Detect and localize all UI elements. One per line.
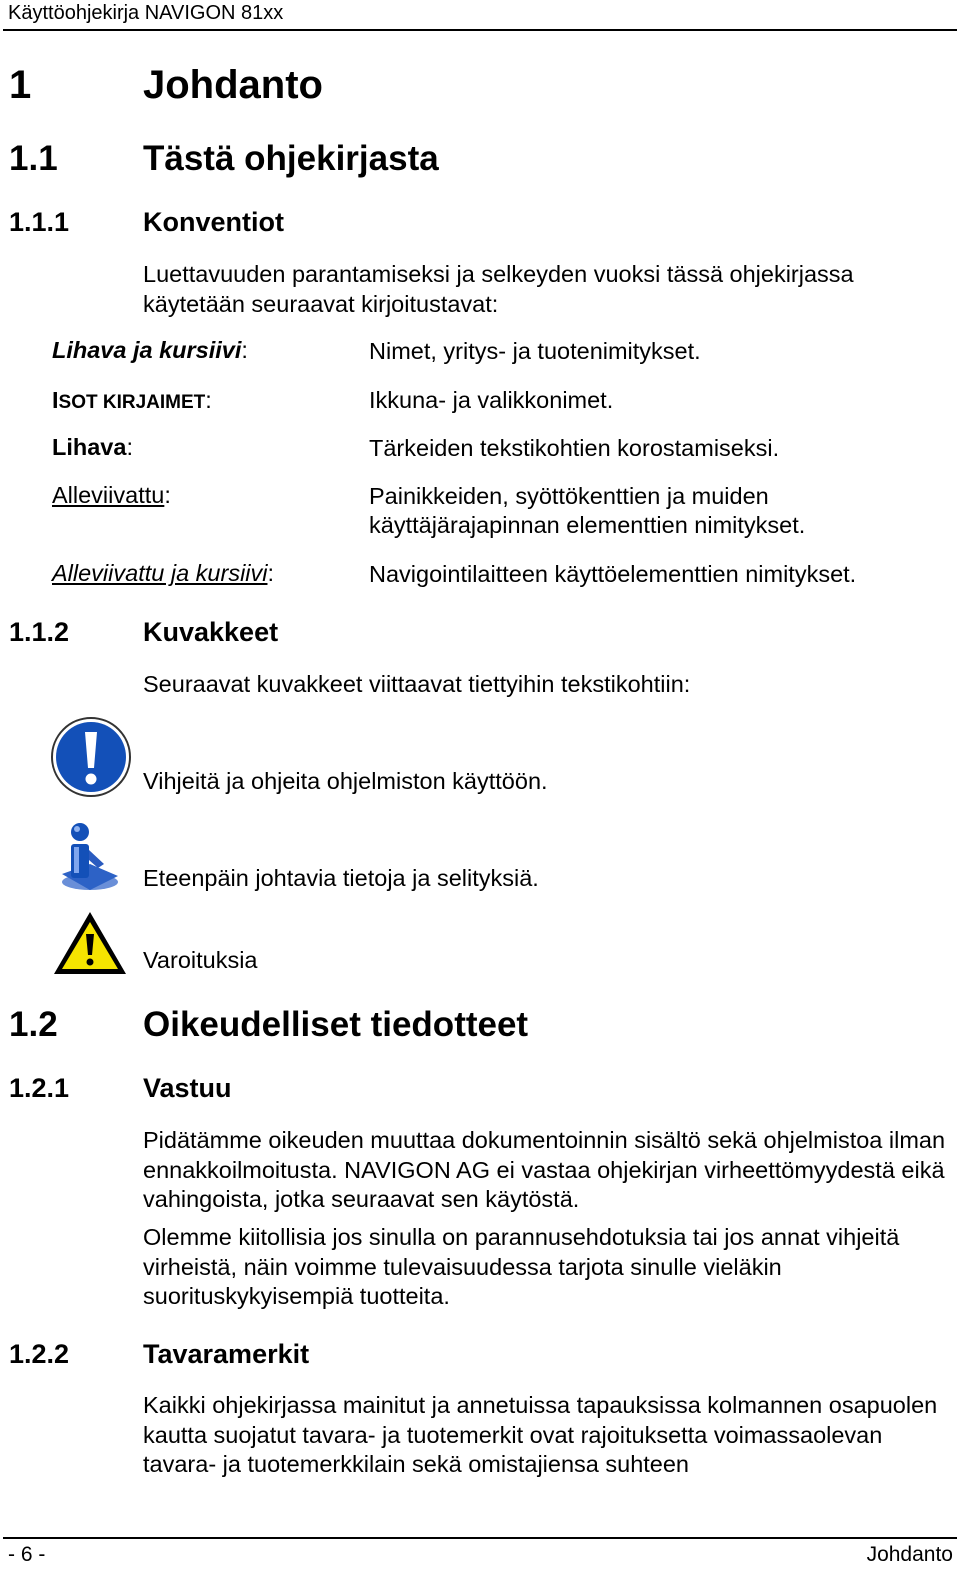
exclamation-icon <box>50 716 132 798</box>
icons-intro: Seuraavat kuvakkeet viittaavat tiettyihin tekstikohtiin: <box>143 671 691 697</box>
feedback-paragraph: Olemme kiitollisia jos sinulla on parannusehdotuksia tai jos annat vihjeitä virheistä, näin voimme tulevaisuudessa tarjota sinulle vieläkin suorituskykyisempiä tuotteita. <box>143 1224 900 1309</box>
subsection-number: 1.1.1 <box>9 207 70 237</box>
running-header: Käyttöohjekirja NAVIGON 81xx <box>8 2 284 24</box>
subsection-title: Kuvakkeet <box>143 617 279 647</box>
convention-term: Alleviivattu: <box>52 482 171 508</box>
subsection-number: 1.2.1 <box>9 1073 70 1103</box>
section-title: Oikeudelliset tiedotteet <box>143 1005 529 1044</box>
footer-rule <box>3 1537 957 1539</box>
convention-desc: Nimet, yritys- ja tuotenimitykset. <box>369 338 701 364</box>
subsection-title: Tavaramerkit <box>143 1339 310 1369</box>
icon-desc: Varoituksia <box>143 947 258 973</box>
convention-desc: Tärkeiden tekstikohtien korostamiseksi. <box>369 435 780 461</box>
page-number: - 6 - <box>8 1543 46 1566</box>
conventions-intro: Luettavuuden parantamiseksi ja selkeyden vuoksi tässä ohjekirjassa käytetään seuraavat kirjoitustavat: <box>143 261 854 317</box>
convention-term: ISOT KIRJAIMET: <box>52 387 212 413</box>
section-number: 1.2 <box>9 1005 58 1044</box>
chapter-number: 1 <box>9 63 32 107</box>
info-figure-icon <box>56 820 122 892</box>
convention-term: Lihava: <box>52 434 133 460</box>
convention-desc: Ikkuna- ja valikkonimet. <box>369 387 614 413</box>
convention-term: Alleviivattu ja kursiivi: <box>52 560 275 586</box>
header-rule <box>3 29 957 31</box>
chapter-title: Johdanto <box>143 63 323 107</box>
subsection-title: Vastuu <box>143 1073 232 1103</box>
subsection-title: Konventiot <box>143 207 284 237</box>
subsection-number: 1.2.2 <box>9 1339 70 1369</box>
icon-desc: Eteenpäin johtavia tietoja ja selityksiä. <box>143 865 539 891</box>
section-number: 1.1 <box>9 139 58 178</box>
convention-desc: Painikkeiden, syöttökenttien ja muiden käyttäjärajapinnan elementtien nimitykset. <box>369 483 806 538</box>
trademarks-paragraph: Kaikki ohjekirjassa mainitut ja annetuissa tapauksissa kolmannen osapuolen kautta suojatut tavara- ja tuotemerkit ovat rajoituksetta voimassaolevan tavara- ja tuotemerkkilain sekä omistajiensa suhteen <box>143 1392 938 1477</box>
liability-paragraph: Pidätämme oikeuden muuttaa dokumentoinnin sisältö sekä ohjelmistoa ilman ennakkoilmoitusta. NAVIGON AG ei vastaa ohjekirjan virheettömyydestä eikä vahingoista, jotka seuraavat sen käytöstä. <box>143 1127 946 1212</box>
icon-desc: Vihjeitä ja ohjeita ohjelmiston käyttöön. <box>143 768 548 794</box>
subsection-number: 1.1.2 <box>9 617 70 647</box>
convention-desc: Navigointilaitteen käyttöelementtien nimitykset. <box>369 561 857 587</box>
convention-term: Lihava ja kursiivi: <box>52 337 248 363</box>
warning-triangle-icon <box>52 910 128 976</box>
section-title: Tästä ohjekirjasta <box>143 139 439 178</box>
footer-chapter: Johdanto <box>866 1543 953 1566</box>
